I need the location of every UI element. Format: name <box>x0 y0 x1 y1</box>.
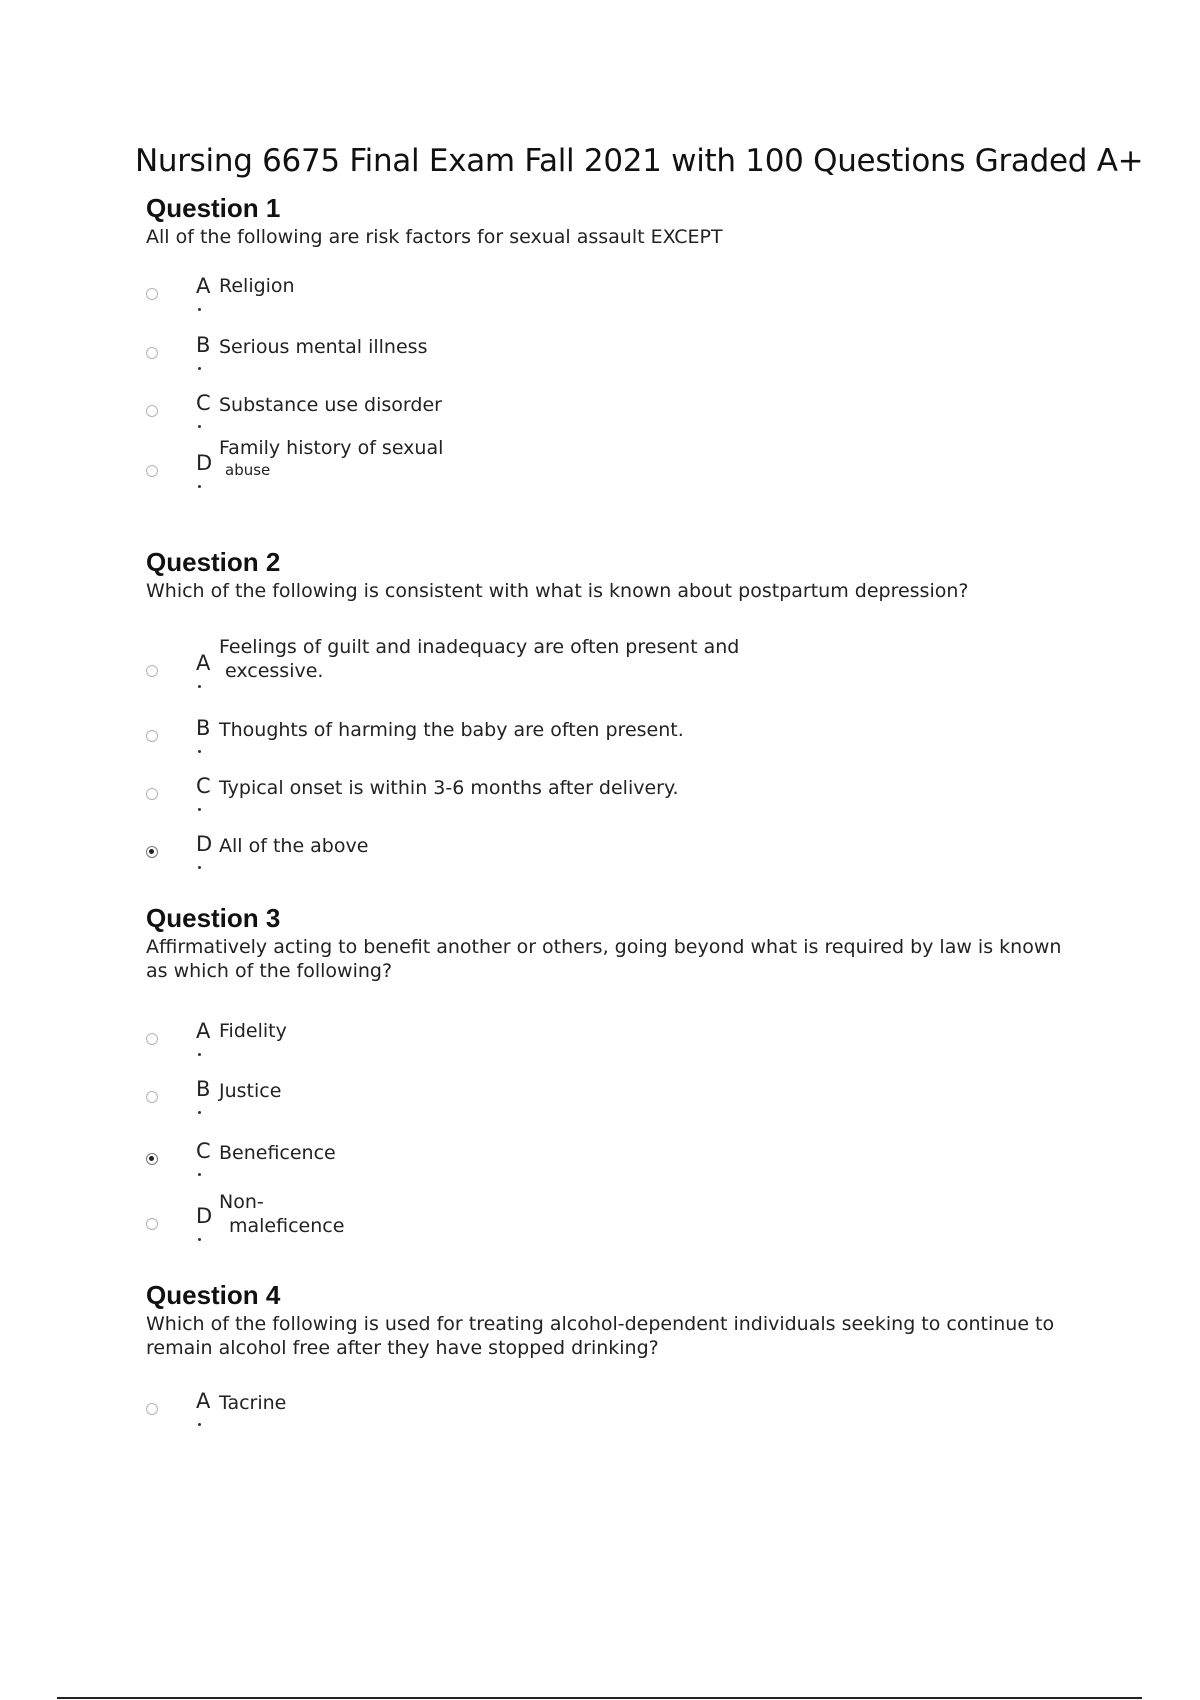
choice-a[interactable] <box>146 1389 846 1445</box>
choice-label-line1: Typical onset is within 3-6 months after delivery. <box>219 777 679 799</box>
choice-letter: D <box>196 451 213 475</box>
choice-label-line1: Fidelity <box>219 1020 287 1042</box>
bullet-dot <box>198 1423 201 1426</box>
choice-label <box>219 776 679 800</box>
radio-button-selected[interactable] <box>146 846 158 858</box>
question-prompt: Which of the following is used for treating alcohol-dependent individuals seeking to continue to remain alcohol free after they have stopped drinking? <box>146 1313 1055 1359</box>
choice-label-line2: abuse <box>225 461 271 479</box>
choice-letter: A <box>196 651 211 675</box>
bullet-dot <box>198 1173 201 1176</box>
bullet-dot <box>198 425 201 428</box>
question-4 <box>146 1280 1106 1440</box>
choice-letter: C <box>196 774 211 798</box>
choice-letter: A <box>196 1389 211 1413</box>
choice-label-line1: Family history of sexual <box>219 437 444 459</box>
choice-d[interactable] <box>146 1191 846 1260</box>
radio-button[interactable] <box>146 730 158 742</box>
radio-button[interactable] <box>146 288 158 300</box>
choice-label-line1: Non- <box>219 1191 264 1213</box>
choice-label <box>219 1141 336 1165</box>
bullet-dot <box>198 750 201 753</box>
choice-letter: D <box>196 1204 213 1228</box>
choice-label <box>219 1190 344 1238</box>
question-heading: Question 4 <box>146 1280 281 1310</box>
choice-letter: C <box>196 391 211 415</box>
choice-label <box>219 274 295 298</box>
choice-label-line1: Justice <box>219 1080 282 1102</box>
choice-c[interactable] <box>146 1139 846 1195</box>
radio-button[interactable] <box>146 1091 158 1103</box>
choice-label-line2: maleficence <box>229 1215 345 1237</box>
choice-b[interactable] <box>146 333 846 389</box>
bullet-dot <box>198 808 201 811</box>
question-3 <box>146 903 1106 1243</box>
choice-label <box>219 1391 286 1415</box>
question-2 <box>146 547 1106 887</box>
question-prompt: All of the following are risk factors for sexual assault EXCEPT <box>146 226 723 248</box>
choice-label-line2: excessive. <box>225 660 324 682</box>
choice-letter: B <box>196 716 211 740</box>
choice-label-line1: Substance use disorder <box>219 394 442 416</box>
choice-letter: C <box>196 1139 211 1163</box>
choice-letter: B <box>196 1077 211 1101</box>
choice-label-line1: All of the above <box>219 835 369 857</box>
choice-label-line1: Religion <box>219 275 295 297</box>
choice-letter: B <box>196 333 211 357</box>
question-prompt: Which of the following is consistent with what is known about postpartum depression? <box>146 580 969 602</box>
choice-a[interactable] <box>146 636 846 707</box>
choice-d[interactable] <box>146 832 846 888</box>
choice-label-line1: Tacrine <box>219 1392 287 1414</box>
choice-label-line1: Serious mental illness <box>219 336 428 358</box>
choice-letter: A <box>196 274 211 298</box>
radio-button[interactable] <box>146 1033 158 1045</box>
footer-divider <box>57 1697 1142 1699</box>
choice-label <box>219 437 443 481</box>
question-heading: Question 3 <box>146 903 281 933</box>
choice-letter: A <box>196 1019 211 1043</box>
question-1 <box>146 193 1106 523</box>
question-heading: Question 2 <box>146 547 281 577</box>
choice-a[interactable] <box>146 274 846 330</box>
choice-label <box>219 635 739 683</box>
bullet-dot <box>198 685 201 688</box>
choice-label <box>219 834 368 858</box>
radio-button-selected[interactable] <box>146 1153 158 1165</box>
radio-button[interactable] <box>146 465 158 477</box>
choice-label-line1: Thoughts of harming the baby are often present. <box>219 719 684 741</box>
bullet-dot <box>198 485 201 488</box>
bullet-dot <box>198 308 201 311</box>
choice-d[interactable] <box>146 437 846 507</box>
choice-label <box>219 335 427 359</box>
choice-b[interactable] <box>146 716 846 772</box>
question-heading: Question 1 <box>146 193 281 223</box>
choice-letter: D <box>196 832 213 856</box>
choice-b[interactable] <box>146 1077 846 1133</box>
radio-button[interactable] <box>146 665 158 677</box>
choice-a[interactable] <box>146 1019 846 1075</box>
bullet-dot <box>198 866 201 869</box>
choice-label <box>219 718 684 742</box>
question-prompt: Affirmatively acting to benefit another or others, going beyond what is required by law is known as which of the following? <box>146 936 1062 982</box>
choice-label <box>219 1019 287 1043</box>
choice-label <box>219 393 442 417</box>
radio-button[interactable] <box>146 1218 158 1230</box>
bullet-dot <box>198 1053 201 1056</box>
radio-button[interactable] <box>146 347 158 359</box>
bullet-dot <box>198 1111 201 1114</box>
choice-c[interactable] <box>146 774 846 830</box>
radio-button[interactable] <box>146 788 158 800</box>
choice-label <box>219 1079 281 1103</box>
radio-button[interactable] <box>146 405 158 417</box>
choice-label-line1: Feelings of guilt and inadequacy are often present and <box>219 636 740 658</box>
radio-button[interactable] <box>146 1403 158 1415</box>
page-title: Nursing 6675 Final Exam Fall 2021 with 100 Questions Graded A+ <box>135 143 1144 179</box>
choice-label-line1: Beneficence <box>219 1142 336 1164</box>
bullet-dot <box>198 1238 201 1241</box>
bullet-dot <box>198 367 201 370</box>
